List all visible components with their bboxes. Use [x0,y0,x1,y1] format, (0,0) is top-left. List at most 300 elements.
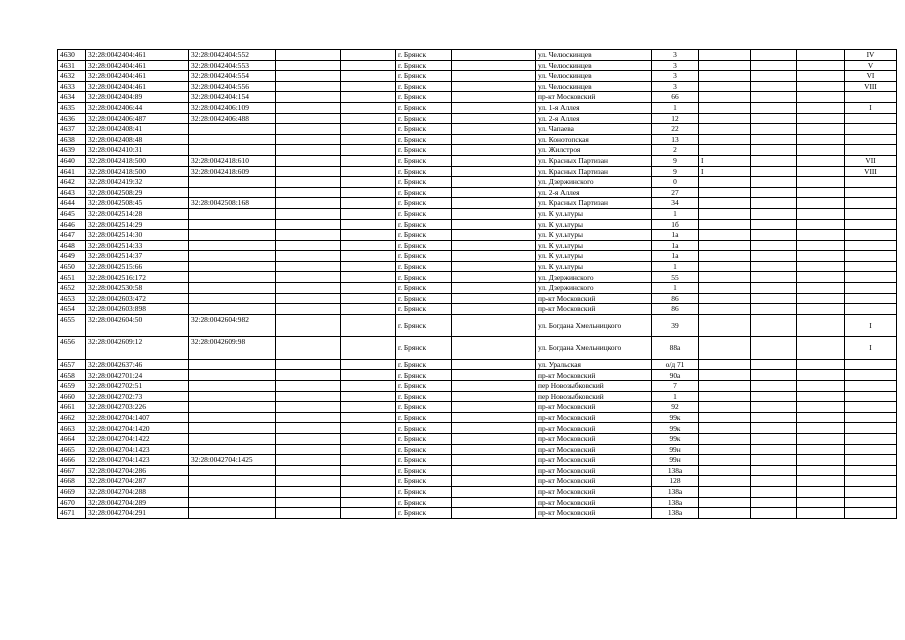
building-cell [699,423,751,434]
building-cell [699,113,751,124]
blank-cell-a [276,113,341,124]
city-cell: г. Брянск [396,198,452,209]
blank-cell-c [452,113,536,124]
premises-cell [845,134,897,145]
row-number-cell: 4665 [58,444,86,455]
row-number-cell: 4643 [58,187,86,198]
street-cell: ул. 2-я Аллея [536,113,652,124]
table-row [58,293,897,304]
cadastral-parcel-cell: 32:28:0042603:472 [86,293,189,304]
house-number-cell: 3 [652,81,699,92]
blank-cell-d [751,251,797,262]
table-row [58,283,897,294]
cadastral-parcel-cell: 32:28:0042703:226 [86,402,189,413]
row-number-cell: 4641 [58,166,86,177]
city-cell: г. Брянск [396,359,452,370]
blank-cell-d [751,434,797,445]
blank-cell-a [276,60,341,71]
row-number-cell: 4649 [58,251,86,262]
cadastral-parcel-cell: 32:28:0042418:500 [86,155,189,166]
street-cell: ул. К ул.ьтуры [536,230,652,241]
blank-cell-a [276,102,341,113]
blank-cell-a [276,402,341,413]
table-row [58,81,897,92]
house-number-cell: 39 [652,314,699,337]
premises-cell [845,272,897,283]
city-cell: г. Брянск [396,113,452,124]
blank-cell-c [452,251,536,262]
table-row [58,155,897,166]
street-cell: ул. Красных Партизан [536,166,652,177]
street-cell: пр-кт Московский [536,465,652,476]
cadastral-parcel-cell: 32:28:0042603:898 [86,304,189,315]
premises-cell: V [845,60,897,71]
building-cell [699,497,751,508]
blank-cell-e [797,102,845,113]
cadastral-object-cell [189,187,276,198]
blank-cell-a [276,412,341,423]
city-cell: г. Брянск [396,261,452,272]
blank-cell-d [751,124,797,135]
cadastral-parcel-cell: 32:28:0042514:28 [86,208,189,219]
blank-cell-a [276,251,341,262]
premises-cell [845,476,897,487]
premises-cell [845,261,897,272]
row-number-cell: 4670 [58,497,86,508]
street-cell: ул. Богдана Хмельницкого [536,314,652,337]
blank-cell-e [797,134,845,145]
blank-cell-b [341,113,396,124]
building-cell [699,304,751,315]
blank-cell-b [341,166,396,177]
house-number-cell: 1а [652,230,699,241]
city-cell: г. Брянск [396,293,452,304]
street-cell: ул. 2-я Аллея [536,187,652,198]
blank-cell-d [751,402,797,413]
city-cell: г. Брянск [396,50,452,61]
table-row [58,60,897,71]
house-number-cell: 0 [652,177,699,188]
blank-cell-e [797,187,845,198]
blank-cell-b [341,230,396,241]
blank-cell-e [797,391,845,402]
blank-cell-c [452,370,536,381]
blank-cell-a [276,50,341,61]
cadastral-parcel-cell: 32:28:0042404:461 [86,50,189,61]
blank-cell-b [341,486,396,497]
blank-cell-e [797,444,845,455]
blank-cell-d [751,219,797,230]
building-cell: I [699,166,751,177]
cadastral-object-cell [189,402,276,413]
blank-cell-e [797,455,845,466]
blank-cell-d [751,314,797,337]
house-number-cell: 1 [652,102,699,113]
table-row [58,113,897,124]
cadastral-parcel-cell: 32:28:0042404:461 [86,60,189,71]
blank-cell-c [452,293,536,304]
street-cell: пер Новозыбковский [536,391,652,402]
blank-cell-d [751,92,797,103]
blank-cell-d [751,283,797,294]
street-cell: пр-кт Московский [536,304,652,315]
building-cell [699,71,751,82]
house-number-cell: 22 [652,124,699,135]
blank-cell-a [276,508,341,519]
row-number-cell: 4639 [58,145,86,156]
cadastral-object-cell [189,283,276,294]
cadastral-parcel-cell: 32:28:0042704:287 [86,476,189,487]
table-row [58,166,897,177]
row-number-cell: 4669 [58,486,86,497]
table-row [58,486,897,497]
blank-cell-b [341,240,396,251]
building-cell [699,230,751,241]
premises-cell [845,208,897,219]
building-cell [699,81,751,92]
table-row [58,412,897,423]
cadastral-object-cell [189,145,276,156]
cadastral-parcel-cell: 32:28:0042514:33 [86,240,189,251]
table-row [58,71,897,82]
building-cell [699,50,751,61]
table-row [58,423,897,434]
city-cell: г. Брянск [396,283,452,294]
premises-cell [845,434,897,445]
blank-cell-a [276,230,341,241]
city-cell: г. Брянск [396,92,452,103]
premises-cell [845,359,897,370]
table-row [58,391,897,402]
cadastral-object-cell [189,272,276,283]
house-number-cell: 3 [652,50,699,61]
building-cell [699,455,751,466]
cadastral-object-cell [189,359,276,370]
house-number-cell: 13 [652,134,699,145]
premises-cell [845,486,897,497]
cadastral-parcel-cell: 32:28:0042704:1423 [86,444,189,455]
building-cell [699,102,751,113]
blank-cell-e [797,412,845,423]
table-row [58,508,897,519]
blank-cell-a [276,391,341,402]
blank-cell-d [751,187,797,198]
house-number-cell: 99к [652,412,699,423]
city-cell: г. Брянск [396,208,452,219]
table-row [58,455,897,466]
building-cell [699,314,751,337]
blank-cell-d [751,155,797,166]
blank-cell-b [341,251,396,262]
city-cell: г. Брянск [396,337,452,360]
cadastral-parcel-cell: 32:28:0042404:461 [86,81,189,92]
premises-cell [845,124,897,135]
cadastral-parcel-cell: 32:28:0042609:12 [86,337,189,360]
street-cell: пер Новозыбковский [536,381,652,392]
street-cell: пр-кт Московский [536,444,652,455]
cadastral-parcel-cell: 32:28:0042704:1423 [86,455,189,466]
street-cell: пр-кт Московский [536,293,652,304]
house-number-cell: 86 [652,293,699,304]
cadastral-object-cell: 32:28:0042508:168 [189,198,276,209]
house-number-cell: 1 [652,283,699,294]
blank-cell-e [797,92,845,103]
house-number-cell: 12 [652,113,699,124]
city-cell: г. Брянск [396,60,452,71]
street-cell: ул. Чапаева [536,124,652,135]
city-cell: г. Брянск [396,412,452,423]
blank-cell-e [797,251,845,262]
blank-cell-d [751,208,797,219]
street-cell: пр-кт Московский [536,412,652,423]
cadastral-object-cell: 32:28:0042404:553 [189,60,276,71]
blank-cell-c [452,412,536,423]
street-cell: ул. К ул.ьтуры [536,219,652,230]
blank-cell-c [452,134,536,145]
blank-cell-a [276,359,341,370]
city-cell: г. Брянск [396,423,452,434]
blank-cell-e [797,166,845,177]
building-cell [699,293,751,304]
blank-cell-b [341,465,396,476]
row-number-cell: 4663 [58,423,86,434]
blank-cell-e [797,476,845,487]
blank-cell-a [276,283,341,294]
house-number-cell: 1а [652,251,699,262]
cadastral-parcel-cell: 32:28:0042418:500 [86,166,189,177]
street-cell: ул. Дзержинского [536,283,652,294]
blank-cell-d [751,166,797,177]
city-cell: г. Брянск [396,155,452,166]
row-number-cell: 4656 [58,337,86,360]
street-cell: ул. Челюскинцев [536,60,652,71]
row-number-cell: 4657 [58,359,86,370]
blank-cell-b [341,391,396,402]
row-number-cell: 4630 [58,50,86,61]
street-cell: пр-кт Московский [536,92,652,103]
blank-cell-b [341,293,396,304]
cadastral-parcel-cell: 32:28:0042704:288 [86,486,189,497]
premises-cell [845,230,897,241]
street-cell: пр-кт Московский [536,508,652,519]
blank-cell-b [341,476,396,487]
cadastral-object-cell [189,412,276,423]
blank-cell-b [341,92,396,103]
blank-cell-a [276,155,341,166]
blank-cell-e [797,261,845,272]
blank-cell-e [797,497,845,508]
street-cell: ул. Дзержинского [536,272,652,283]
blank-cell-a [276,92,341,103]
row-number-cell: 4642 [58,177,86,188]
premises-cell [845,187,897,198]
table-row [58,240,897,251]
street-cell: ул. К ул.ьтуры [536,208,652,219]
cadastral-object-cell [189,444,276,455]
building-cell [699,272,751,283]
blank-cell-c [452,359,536,370]
premises-cell: VII [845,155,897,166]
blank-cell-e [797,402,845,413]
blank-cell-d [751,240,797,251]
blank-cell-b [341,444,396,455]
table-row [58,476,897,487]
row-number-cell: 4634 [58,92,86,103]
blank-cell-b [341,381,396,392]
street-cell: ул. К ул.ьтуры [536,261,652,272]
city-cell: г. Брянск [396,486,452,497]
blank-cell-b [341,359,396,370]
table-row [58,272,897,283]
cadastral-parcel-cell: 32:28:0042406:44 [86,102,189,113]
row-number-cell: 4671 [58,508,86,519]
table-row [58,208,897,219]
blank-cell-d [751,177,797,188]
blank-cell-a [276,444,341,455]
blank-cell-c [452,155,536,166]
row-number-cell: 4664 [58,434,86,445]
premises-cell [845,508,897,519]
street-cell: ул. Челюскинцев [536,71,652,82]
street-cell: ул. К ул.ьтуры [536,240,652,251]
cadastral-parcel-cell: 32:28:0042704:289 [86,497,189,508]
cadastral-object-cell: 32:28:0042604:982 [189,314,276,337]
blank-cell-e [797,314,845,337]
street-cell: пр-кт Московский [536,370,652,381]
blank-cell-e [797,423,845,434]
blank-cell-e [797,113,845,124]
cadastral-object-cell [189,293,276,304]
house-number-cell: 3 [652,60,699,71]
premises-cell [845,497,897,508]
cadastral-object-cell [189,304,276,315]
blank-cell-c [452,81,536,92]
blank-cell-b [341,177,396,188]
blank-cell-c [452,272,536,283]
blank-cell-d [751,465,797,476]
cadastral-parcel-cell: 32:28:0042419:32 [86,177,189,188]
blank-cell-d [751,113,797,124]
cadastral-object-cell [189,219,276,230]
table-row [58,402,897,413]
blank-cell-e [797,486,845,497]
building-cell [699,337,751,360]
premises-cell: I [845,337,897,360]
blank-cell-d [751,486,797,497]
blank-cell-e [797,381,845,392]
blank-cell-c [452,283,536,294]
premises-cell [845,370,897,381]
row-number-cell: 4636 [58,113,86,124]
blank-cell-b [341,314,396,337]
blank-cell-e [797,359,845,370]
blank-cell-c [452,261,536,272]
cadastral-parcel-cell: 32:28:0042704:286 [86,465,189,476]
city-cell: г. Брянск [396,465,452,476]
row-number-cell: 4633 [58,81,86,92]
city-cell: г. Брянск [396,444,452,455]
premises-cell [845,381,897,392]
premises-cell [845,92,897,103]
blank-cell-e [797,124,845,135]
house-number-cell: 34 [652,198,699,209]
city-cell: г. Брянск [396,81,452,92]
street-cell: ул. Жилстроя [536,145,652,156]
city-cell: г. Брянск [396,391,452,402]
building-cell [699,412,751,423]
cadastral-object-cell: 32:28:0042404:154 [189,92,276,103]
premises-cell: IV [845,50,897,61]
city-cell: г. Брянск [396,455,452,466]
blank-cell-b [341,412,396,423]
row-number-cell: 4660 [58,391,86,402]
blank-cell-d [751,304,797,315]
blank-cell-c [452,337,536,360]
house-number-cell: 3 [652,71,699,82]
house-number-cell: 27 [652,187,699,198]
premises-cell [845,455,897,466]
cadastral-parcel-cell: 32:28:0042530:58 [86,283,189,294]
city-cell: г. Брянск [396,476,452,487]
cadastral-parcel-cell: 32:28:0042514:30 [86,230,189,241]
blank-cell-d [751,412,797,423]
cadastral-parcel-cell: 32:28:0042508:45 [86,198,189,209]
blank-cell-d [751,497,797,508]
building-cell [699,145,751,156]
table-row [58,465,897,476]
cadastral-object-cell [189,497,276,508]
premises-cell [845,465,897,476]
building-cell [699,134,751,145]
row-number-cell: 4655 [58,314,86,337]
building-cell [699,465,751,476]
blank-cell-b [341,187,396,198]
blank-cell-c [452,198,536,209]
table-row [58,337,897,360]
blank-cell-d [751,261,797,272]
house-number-cell: 138а [652,465,699,476]
city-cell: г. Брянск [396,240,452,251]
table-row [58,177,897,188]
blank-cell-e [797,81,845,92]
house-number-cell: 1а [652,240,699,251]
blank-cell-a [276,166,341,177]
street-cell: пр-кт Московский [536,455,652,466]
cadastral-object-cell: 32:28:0042404:556 [189,81,276,92]
blank-cell-d [751,230,797,241]
cadastral-object-cell [189,208,276,219]
blank-cell-b [341,219,396,230]
building-cell [699,283,751,294]
blank-cell-c [452,476,536,487]
blank-cell-e [797,337,845,360]
row-number-cell: 4654 [58,304,86,315]
street-cell: ул. Челюскинцев [536,50,652,61]
street-cell: ул. Уральская [536,359,652,370]
blank-cell-c [452,208,536,219]
cadastral-object-cell: 32:28:0042404:552 [189,50,276,61]
premises-cell: I [845,102,897,113]
blank-cell-e [797,208,845,219]
blank-cell-c [452,465,536,476]
blank-cell-e [797,465,845,476]
blank-cell-e [797,60,845,71]
house-number-cell: 138а [652,486,699,497]
blank-cell-c [452,434,536,445]
blank-cell-a [276,272,341,283]
house-number-cell: 99н [652,455,699,466]
blank-cell-b [341,402,396,413]
